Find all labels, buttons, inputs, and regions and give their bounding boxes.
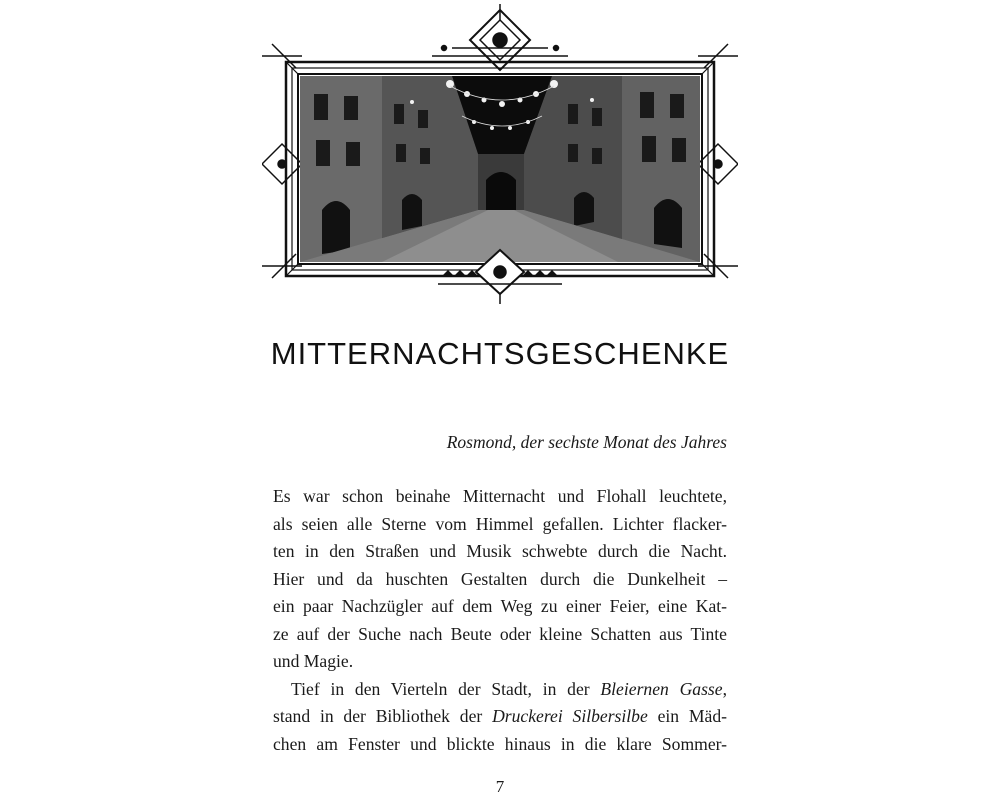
chapter-illustration — [262, 4, 738, 304]
text-line: ein paar Nachzügler auf dem Weg zu einer Feier, eine Kat- — [273, 596, 727, 616]
chapter-dateline: Rosmond, der sechste Monat des Jahres — [446, 432, 727, 452]
left-ornament — [262, 44, 302, 278]
text-segment: , — [722, 678, 727, 699]
page-number: 7 — [495, 777, 505, 796]
text-line — [273, 676, 727, 704]
place-name: Bleiernen Gasse — [600, 678, 723, 699]
text-line: Hier und da huschten Gestalten durch die Dunkelheit – — [273, 568, 727, 589]
chapter-title: MITTERNACHTSGESCHENKE — [270, 336, 730, 371]
right-ornament — [698, 44, 738, 278]
text-line: Es war schon beinahe Mitternacht und Flohall leuchtete, — [273, 486, 727, 506]
top-ornament — [432, 4, 568, 70]
text-line: ten in den Straßen und Musik schwebte durch die Nacht. — [273, 541, 727, 561]
text-line: chen am Fenster und blickte hinaus in die klare Sommer- — [273, 733, 727, 754]
text-segment: Tief in den Vierteln der Stadt, in der — [291, 678, 601, 699]
text-segment: ein Mäd- — [647, 706, 728, 726]
business-name: Druckerei Silbersilbe — [492, 706, 648, 726]
body-text — [273, 483, 727, 758]
text-line: als seien alle Sterne vom Himmel gefallen. Lichter flacker- — [273, 513, 727, 534]
night-alley-scene — [300, 76, 700, 262]
text-segment: stand in der Bibliothek der — [273, 706, 493, 726]
text-line: ze auf der Suche nach Beute oder kleine Schatten aus Tinte — [273, 623, 727, 644]
text-line — [273, 703, 727, 731]
text-line: und Magie. — [273, 651, 354, 671]
